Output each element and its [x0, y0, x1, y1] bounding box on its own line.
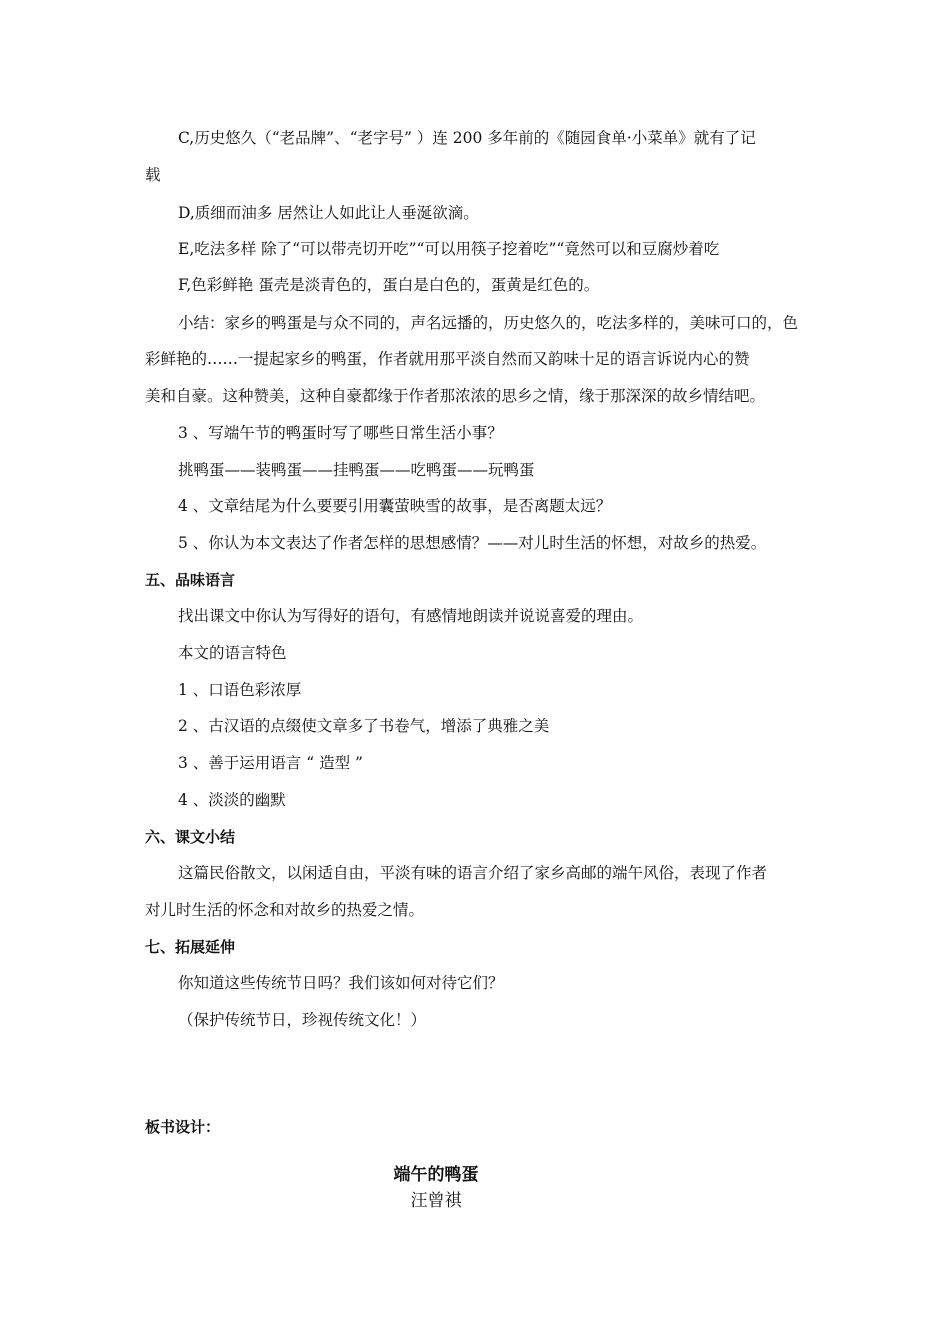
section-7-answer: （保护传统节日，珍视传统文化！）	[178, 1011, 427, 1029]
question-5: 5 、你认为本文表达了作者怎样的思想感情？——对儿时生活的怀想，对故乡的热爱。	[178, 534, 767, 552]
board-author: 汪曾祺	[410, 1191, 462, 1211]
section-6-line1: 这篇民俗散文，以闲适自由，平淡有味的语言介绍了家乡高邮的端午风俗，表现了作者	[178, 864, 768, 882]
item-c-line2: 载	[145, 166, 161, 184]
language-feature-4: 4 、淡淡的幽默	[178, 791, 286, 809]
board-title: 端午的鸭蛋	[393, 1165, 479, 1185]
section-5-intro: 找出课文中你认为写得好的语句，有感情地朗读并说说喜爱的理由。	[178, 607, 644, 625]
language-feature-3: 3 、善于运用语言 “ 造型 ”	[178, 754, 363, 772]
question-4: 4 、文章结尾为什么要要引用囊萤映雪的故事，是否离题太远？	[178, 497, 612, 515]
summary-line2: 彩鲜艳的……一提起家乡的鸭蛋，作者就用那平淡自然而又韵味十足的语言诉说内心的赞	[145, 350, 750, 368]
item-c-line1: C,历史悠久（“老品牌”、“老字号” ）连 200 多年前的《随园食单·小菜单》就有了记	[178, 129, 756, 147]
section-6-heading: 六、课文小结	[145, 828, 236, 846]
board-design-heading: 板书设计：	[145, 1118, 221, 1136]
language-feature-1: 1 、口语色彩浓厚	[178, 681, 302, 699]
summary-line1: 小结：家乡的鸭蛋是与众不同的，声名远播的，历史悠久的，吃法多样的，美味可口的，色	[178, 314, 799, 332]
section-5-heading: 五、品味语言	[145, 571, 236, 589]
section-5-subtitle: 本文的语言特色	[178, 644, 287, 662]
question-3: 3 、写端午节的鸭蛋时写了哪些日常生活小事？	[178, 424, 503, 442]
summary-line3: 美和自豪。这种赞美，这种自豪都缘于作者那浓浓的思乡之情，缘于那深深的故乡情结吧。	[145, 387, 766, 405]
section-7-question: 你知道这些传统节日吗？我们该如何对待它们？	[178, 974, 504, 992]
language-feature-2: 2 、古汉语的点缀使文章多了书卷气，增添了典雅之美	[178, 717, 550, 735]
question-3-answer: 挑鸭蛋——装鸭蛋——挂鸭蛋——吃鸭蛋——玩鸭蛋	[178, 461, 535, 479]
item-e: E,吃法多样 除了“可以带壳切开吃”“可以用筷子挖着吃”“竟然可以和豆腐炒着吃	[178, 240, 720, 258]
item-d: D,质细而油多 居然让人如此让人垂涎欲滴。	[178, 204, 479, 222]
section-7-heading: 七、拓展延伸	[145, 938, 236, 956]
item-f: F,色彩鲜艳 蛋壳是淡青色的，蛋白是白色的，蛋黄是红色的。	[178, 276, 600, 294]
section-6-line2: 对儿时生活的怀念和对故乡的热爱之情。	[145, 901, 425, 919]
